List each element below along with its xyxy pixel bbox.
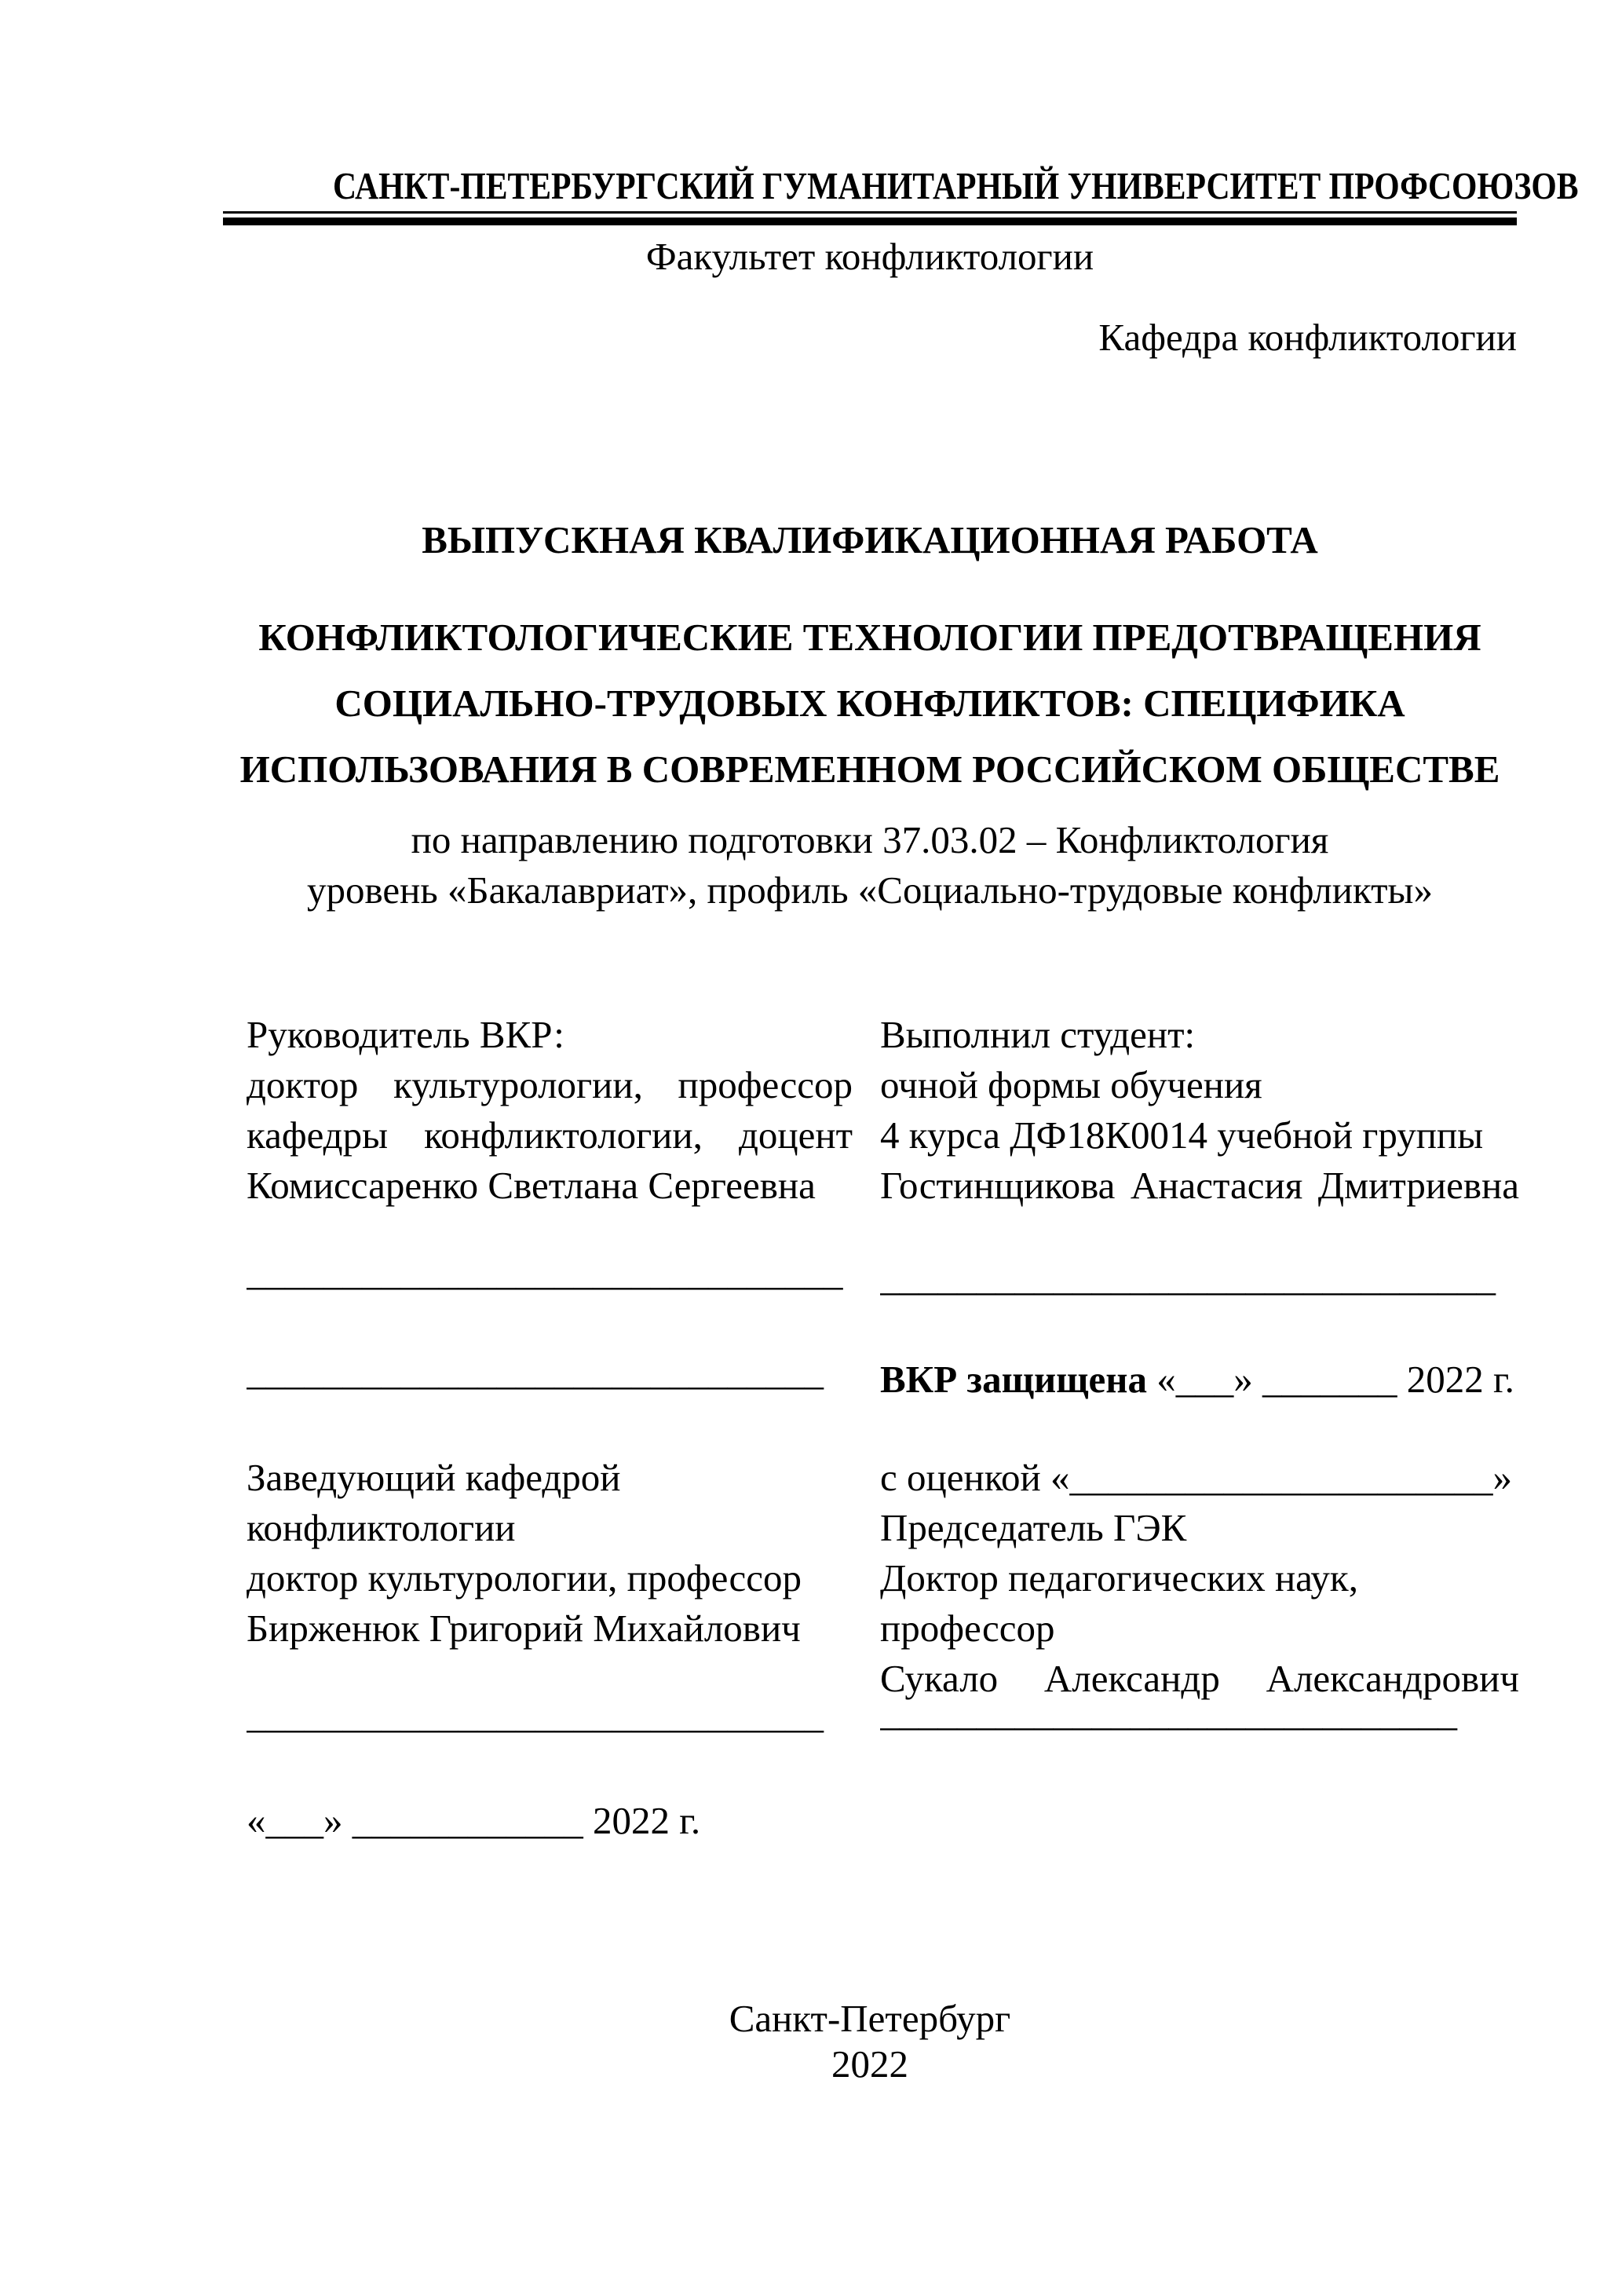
supervisor-block bbox=[247, 1010, 853, 1211]
defense-grade-line: с оценкой «______________________» bbox=[880, 1456, 1512, 1499]
defense-label-rest: «___» _______ 2022 г. bbox=[1147, 1358, 1514, 1401]
footer-year: 2022 bbox=[831, 2042, 908, 2086]
head-position-line-2: конфликтологии bbox=[247, 1506, 516, 1549]
department-name: Кафедра конфликтологии bbox=[1098, 316, 1517, 359]
student-name: Гостинщикова Анастасия Дмитриевна bbox=[880, 1164, 1519, 1207]
university-name: САНКТ-ПЕТЕРБУРГСКИЙ ГУМАНИТАРНЫЙ УНИВЕРСИТЕТ ПРОФСОЮЗОВ bbox=[332, 164, 1579, 207]
thesis-title-line-3: ИСПОЛЬЗОВАНИЯ В СОВРЕМЕННОМ РОССИЙСКОМ ОБЩЕСТВЕ bbox=[239, 748, 1500, 791]
head-degree-line: доктор культурологии, профессор bbox=[247, 1556, 802, 1600]
defense-label-bold: ВКР защищена bbox=[880, 1358, 1148, 1401]
supervisor-degree-line-2: кафедры конфликтологии, доцент bbox=[247, 1113, 853, 1157]
supervisor-heading: Руководитель ВКР: bbox=[247, 1013, 564, 1056]
committee-degree-line-1: Доктор педагогических наук, bbox=[880, 1556, 1358, 1600]
supervisor-signature-line-2: ______________________________ bbox=[247, 1350, 824, 1393]
student-signature-line: ________________________________ bbox=[880, 1256, 1496, 1299]
program-direction-line: по направлению подготовки 37.03.02 – Конфликтология bbox=[411, 818, 1329, 861]
supervisor-degree-line-1: доктор культурологии, профессор bbox=[247, 1063, 853, 1106]
faculty-name: Факультет конфликтологии bbox=[645, 235, 1094, 278]
committee-chair-name: Сукало Александр Александрович bbox=[880, 1657, 1519, 1700]
program-block bbox=[223, 815, 1517, 916]
supervisor-signature-line-1: _______________________________ bbox=[247, 1250, 843, 1293]
university-name-line bbox=[223, 161, 1579, 211]
student-block bbox=[880, 1010, 1519, 1211]
student-group-line: 4 курса ДФ18К0014 учебной группы bbox=[880, 1113, 1484, 1157]
defense-line bbox=[880, 1355, 1519, 1405]
program-level-line: уровень «Бакалавриат», профиль «Социально-трудовые конфликты» bbox=[307, 868, 1433, 912]
head-position-line-1: Заведующий кафедрой bbox=[247, 1456, 621, 1499]
head-of-department-block bbox=[247, 1453, 853, 1654]
head-date-line: «___» ____________ 2022 г. bbox=[247, 1799, 701, 1842]
page-header bbox=[223, 161, 1579, 282]
committee-degree-line-2: профессор bbox=[880, 1607, 1055, 1650]
header-rule bbox=[223, 211, 1517, 225]
committee-chair-line: Председатель ГЭК bbox=[880, 1506, 1187, 1549]
thesis-title-line-1: КОНФЛИКТОЛОГИЧЕСКИЕ ТЕХНОЛОГИИ ПРЕДОТВРАЩЕНИЯ bbox=[258, 616, 1481, 659]
head-name: Бирженюк Григорий Михайлович bbox=[247, 1607, 801, 1650]
supervisor-name: Комиссаренко Светлана Сергеевна bbox=[247, 1164, 816, 1207]
footer-city: Санкт-Петербург bbox=[729, 1997, 1011, 2040]
head-signature-line: ______________________________ bbox=[247, 1693, 824, 1736]
work-type-heading: ВЫПУСКНАЯ КВАЛИФИКАЦИОННАЯ РАБОТА bbox=[422, 518, 1318, 561]
student-heading: Выполнил студент: bbox=[880, 1013, 1196, 1056]
thesis-title-line-2: СОЦИАЛЬНО-ТРУДОВЫХ КОНФЛИКТОВ: СПЕЦИФИКА bbox=[334, 682, 1405, 725]
thesis-title bbox=[223, 605, 1517, 803]
committee-signature-line: ______________________________ bbox=[880, 1691, 1457, 1734]
committee-block bbox=[880, 1453, 1519, 1704]
student-form-line: очной формы обучения bbox=[880, 1063, 1262, 1106]
page-footer bbox=[223, 1996, 1517, 2087]
